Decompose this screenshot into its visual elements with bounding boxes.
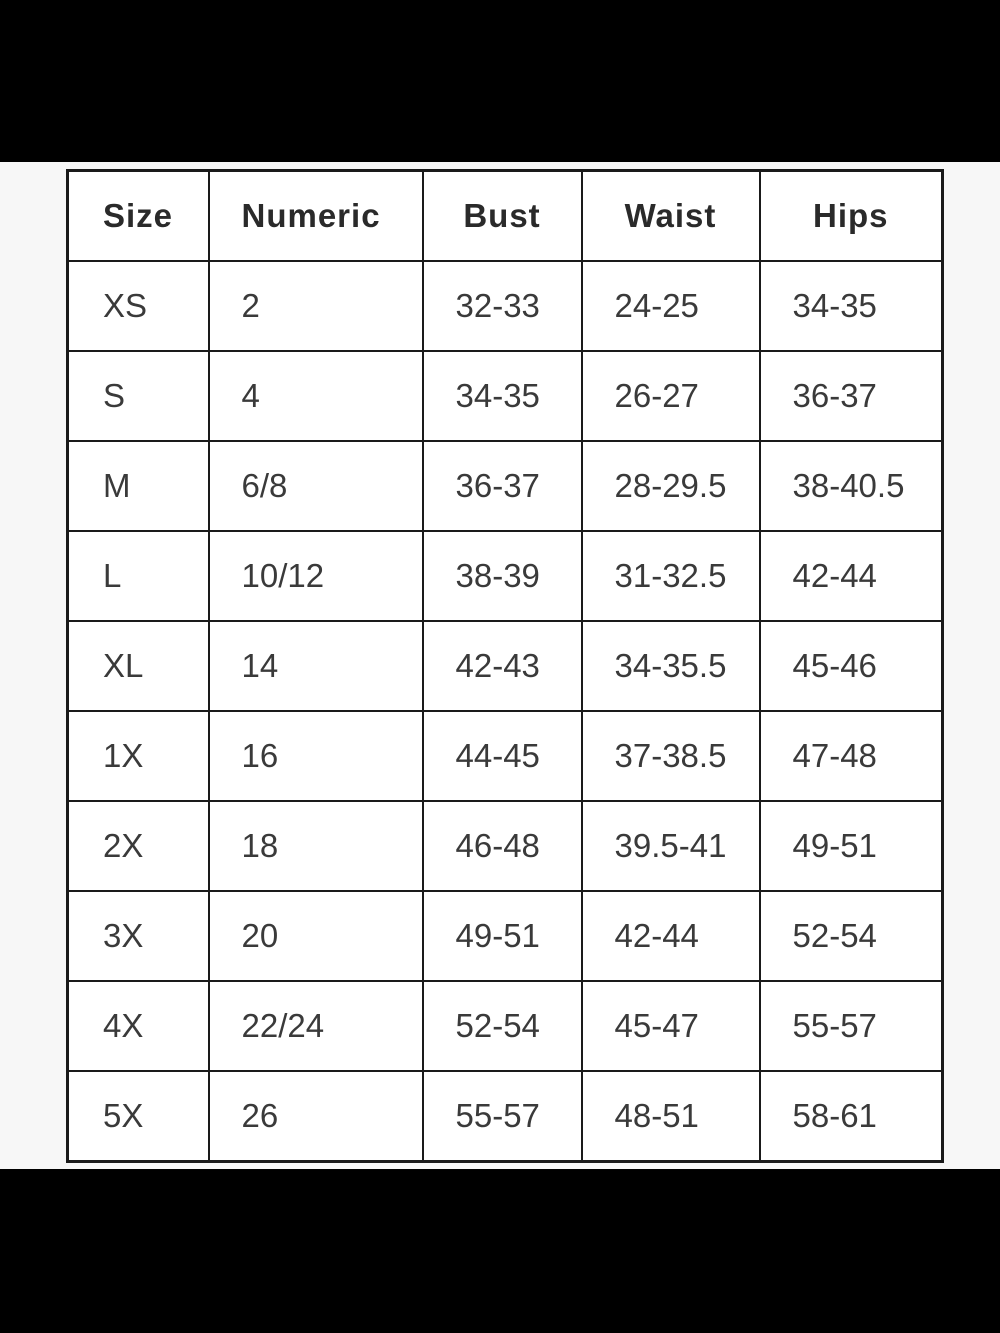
cell-hips: 52-54 [760,891,943,981]
table-row [68,711,943,801]
cell-bust: 42-43 [423,621,582,711]
cell-hips: 45-46 [760,621,943,711]
cell-waist: 26-27 [582,351,760,441]
bottom-black-band [0,1169,1000,1333]
cell-hips: 49-51 [760,801,943,891]
cell-size: 2X [68,801,209,891]
cell-numeric: 10/12 [209,531,423,621]
cell-bust: 52-54 [423,981,582,1071]
cell-bust: 38-39 [423,531,582,621]
table-row [68,801,943,891]
cell-bust: 34-35 [423,351,582,441]
header-numeric: Numeric [209,171,423,262]
cell-waist: 42-44 [582,891,760,981]
cell-size: XL [68,621,209,711]
cell-size: 5X [68,1071,209,1162]
size-chart-body [68,261,943,1162]
cell-size: L [68,531,209,621]
table-row [68,981,943,1071]
table-row [68,351,943,441]
table-row [68,261,943,351]
table-row [68,891,943,981]
cell-numeric: 20 [209,891,423,981]
cell-hips: 38-40.5 [760,441,943,531]
cell-hips: 55-57 [760,981,943,1071]
cell-hips: 42-44 [760,531,943,621]
cell-size: 3X [68,891,209,981]
header-bust: Bust [423,171,582,262]
cell-size: XS [68,261,209,351]
cell-numeric: 4 [209,351,423,441]
cell-size: S [68,351,209,441]
cell-waist: 31-32.5 [582,531,760,621]
cell-hips: 58-61 [760,1071,943,1162]
cell-numeric: 16 [209,711,423,801]
cell-bust: 44-45 [423,711,582,801]
header-size: Size [68,171,209,262]
header-row [68,171,943,262]
cell-waist: 45-47 [582,981,760,1071]
cell-numeric: 18 [209,801,423,891]
size-chart-table [66,169,944,1163]
cell-waist: 28-29.5 [582,441,760,531]
cell-hips: 34-35 [760,261,943,351]
cell-size: M [68,441,209,531]
cell-size: 1X [68,711,209,801]
cell-waist: 24-25 [582,261,760,351]
table-row [68,621,943,711]
table-row [68,441,943,531]
cell-hips: 36-37 [760,351,943,441]
cell-numeric: 26 [209,1071,423,1162]
top-black-band [0,0,1000,162]
cell-bust: 49-51 [423,891,582,981]
header-hips: Hips [760,171,943,262]
cell-waist: 34-35.5 [582,621,760,711]
cell-bust: 36-37 [423,441,582,531]
header-waist: Waist [582,171,760,262]
cell-numeric: 2 [209,261,423,351]
cell-hips: 47-48 [760,711,943,801]
table-row [68,1071,943,1162]
cell-size: 4X [68,981,209,1071]
cell-waist: 37-38.5 [582,711,760,801]
cell-bust: 55-57 [423,1071,582,1162]
cell-waist: 39.5-41 [582,801,760,891]
cell-numeric: 14 [209,621,423,711]
cell-numeric: 6/8 [209,441,423,531]
cell-bust: 32-33 [423,261,582,351]
cell-numeric: 22/24 [209,981,423,1071]
cell-bust: 46-48 [423,801,582,891]
cell-waist: 48-51 [582,1071,760,1162]
table-row [68,531,943,621]
